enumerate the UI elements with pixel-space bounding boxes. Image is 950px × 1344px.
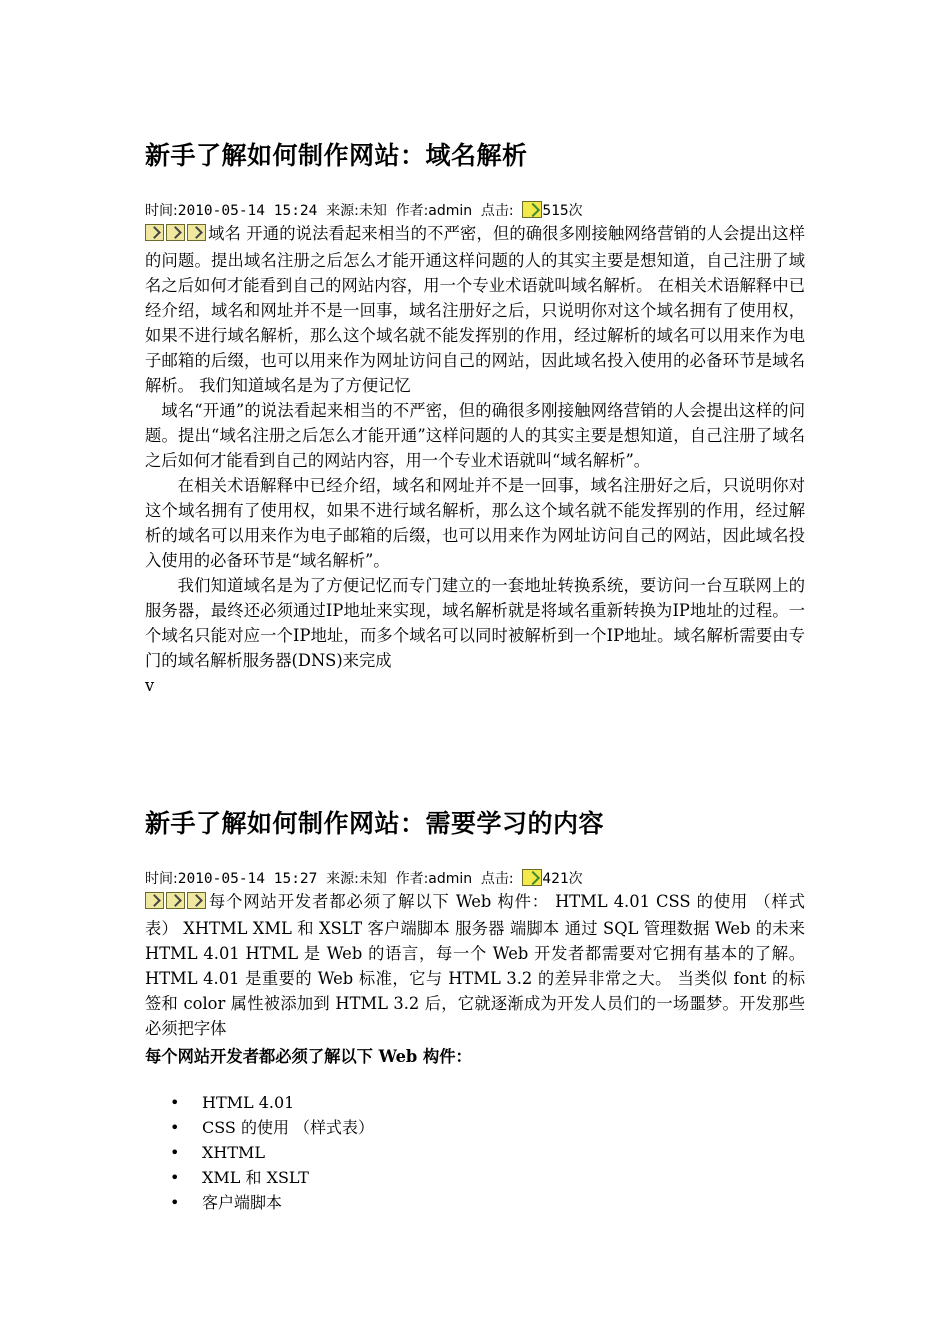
source-value: 未知 bbox=[358, 871, 387, 887]
author: 作者:admin bbox=[395, 203, 473, 219]
rating-icon bbox=[166, 892, 185, 909]
article-meta bbox=[145, 201, 583, 221]
clicks-label: 点击: bbox=[480, 871, 514, 887]
summary-text: 每个网站开发者都必须了解以下 Web 构件： HTML 4.01 CSS 的使用 （样式表） XHTML XML 和 XSLT 客户端脚本 服务器 端脚本 通过 SQL 管理数据 Web 的未来 HTML 4.01 HTML 是 Web 的语言，每一个 Web 开发者都需要对它拥有基本的了解。 HTML 4.01 是重要的 Web 标准，它与 HTML 3.2 的差异非常之大。 当类似 font 的标签和 color 属性被添加到 HTML 3.2 后，它就逐渐成为开发人员们的一场噩梦。开发那些必须把字体 bbox=[145, 892, 805, 1038]
paragraph: 我们知道域名是为了方便记忆而专门建立的一套地址转换系统，要访问一台互联网上的服务器，最终还必须通过IP地址来实现，域名解析就是将域名重新转换为IP地址的过程。一个域名只能对应一个IP地址，而多个域名可以同时被解析到一个IP地址。域名解析需要由专门的域名解析服务器(DNS)来完成 bbox=[145, 576, 805, 670]
list-item: • 客户端脚本 bbox=[170, 1190, 374, 1215]
time-value: 2010-05-14 15:24 bbox=[177, 203, 318, 219]
list-item: • XHTML bbox=[170, 1140, 374, 1165]
rating-icons bbox=[145, 223, 208, 248]
rating-icon bbox=[187, 892, 206, 909]
rating-icon bbox=[145, 224, 164, 241]
source-value: 未知 bbox=[358, 203, 387, 219]
list-item: • HTML 4.01 bbox=[170, 1090, 374, 1115]
time-label: 时间: bbox=[145, 871, 178, 887]
rating-icons bbox=[145, 891, 208, 916]
rating-icon bbox=[145, 892, 164, 909]
clicks-count: 421 bbox=[542, 871, 569, 887]
summary-text: 域名 开通的说法看起来相当的不严密，但的确很多刚接触网络营销的人会提出这样的问题。提出域名注册之后怎么才能开通这样问题的人的其实主要是想知道，自己注册了域名之后如何才能看到自己的网站内容，用一个专业术语就叫域名解析。 在相关术语解释中已经介绍，域名和网址并不是一回事，域名注册好之后，只说明你对这个域名拥有了使用权，如果不进行域名解析，那么这个域名就不能发挥别的作用，经过解析的域名可以用来作为电子邮箱的后缀，也可以用来作为网址访问自己的网站，因此域名投入使用的必备环节是域名解析。 我们知道域名是为了方便记忆 bbox=[145, 224, 805, 395]
article-summary bbox=[145, 221, 805, 398]
article-meta bbox=[145, 869, 583, 889]
clicks-count: 515 bbox=[542, 203, 569, 219]
article-title: 新手了解如何制作网站：需要学习的内容 bbox=[145, 809, 605, 838]
time-value: 2010-05-14 15:27 bbox=[177, 871, 318, 887]
clicks-label: 点击: bbox=[480, 203, 514, 219]
article-title: 新手了解如何制作网站：域名解析 bbox=[145, 141, 528, 170]
click-arrow-icon bbox=[522, 201, 542, 218]
component-list bbox=[170, 1090, 374, 1215]
source-label: 来源: bbox=[326, 203, 359, 219]
paragraph: 域名“开通”的说法看起来相当的不严密，但的确很多刚接触网络营销的人会提出这样的问题。提出“域名注册之后怎么才能开通”这样问题的人的其实主要是想知道，自己注册了域名之后如何才能看到自己的网站内容，用一个专业术语就叫“域名解析”。 bbox=[145, 401, 805, 470]
click-arrow-icon bbox=[522, 869, 542, 886]
clicks-unit: 次 bbox=[568, 203, 583, 219]
paragraph: 在相关术语解释中已经介绍，域名和网址并不是一回事，域名注册好之后，只说明你对这个域名拥有了使用权，如果不进行域名解析，那么这个域名就不能发挥别的作用，经过解析的域名可以用来作为电子邮箱的后缀，也可以用来作为网址访问自己的网站，因此域名投入使用的必备环节是“域名解析”。 bbox=[145, 476, 805, 570]
list-item: • CSS 的使用 （样式表） bbox=[170, 1115, 374, 1140]
time-label: 时间: bbox=[145, 203, 178, 219]
article-body bbox=[145, 221, 805, 698]
rating-icon bbox=[166, 224, 185, 241]
list-item: • XML 和 XSLT bbox=[170, 1165, 374, 1190]
rating-icon bbox=[187, 224, 206, 241]
article-summary bbox=[145, 889, 805, 1041]
clicks-unit: 次 bbox=[568, 871, 583, 887]
section-subheading: 每个网站开发者都必须了解以下 Web 构件： bbox=[145, 1047, 472, 1066]
author: 作者:admin bbox=[395, 871, 473, 887]
source-label: 来源: bbox=[326, 871, 359, 887]
article-body bbox=[145, 889, 805, 1041]
trailing-text: v bbox=[145, 676, 155, 695]
